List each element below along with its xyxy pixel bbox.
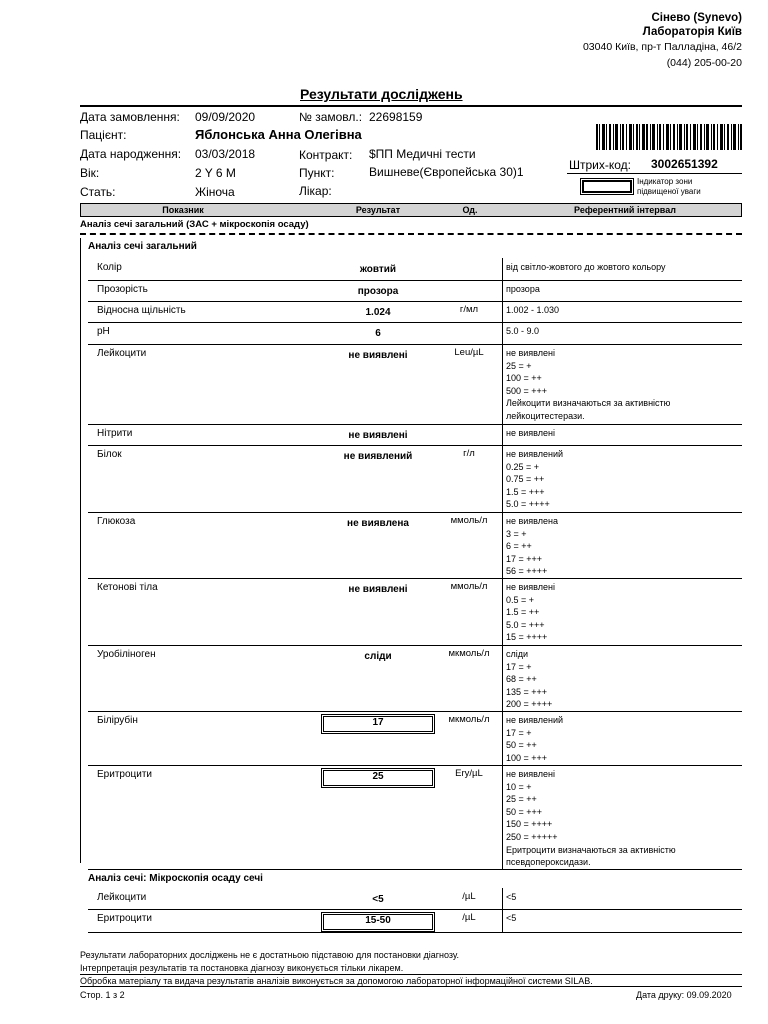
row-divider (88, 711, 742, 712)
sex: Жіноча (195, 185, 235, 199)
order-no: 22698159 (369, 110, 423, 124)
column-divider (502, 645, 503, 711)
unit: ммоль/л (450, 581, 488, 592)
indicator-name: Глюкоза (97, 516, 136, 527)
column-divider (502, 909, 503, 932)
row-divider (88, 932, 742, 933)
indicator-name: Кетонові тіла (97, 582, 158, 593)
reference-interval: не виявлена 3 = + 6 = ++ 17 = +++ 56 = ++++ (506, 516, 558, 577)
section-title-general: Аналіз сечі загальний (88, 241, 197, 252)
lab-address: 03040 Київ, пр-т Палладіна, 46/2 (582, 41, 742, 53)
indicator-name: Відносна щільність (97, 305, 186, 316)
result-value: 25 (372, 771, 384, 782)
print-date: Дата друку: 09.09.2020 (636, 990, 732, 1000)
row-divider (88, 645, 742, 646)
contract-label: Контракт: (299, 148, 353, 162)
indicator-name: pH (97, 326, 110, 337)
row-divider (88, 445, 742, 446)
patient-name: Яблонська Анна Олегівна (195, 127, 362, 142)
column-divider (502, 322, 503, 344)
lab-phone: (044) 205-00-20 (666, 57, 742, 69)
reference-interval: від світло-жовтого до жовтого кольору (506, 262, 666, 272)
col-indicator-header: Показник (162, 205, 204, 215)
footer-divider-2 (80, 986, 742, 987)
reference-interval: <5 (506, 913, 517, 923)
title-divider (80, 105, 742, 107)
reference-interval: не виявлені 25 = + 100 = ++ 500 = +++ Лейкоцити визначаються за активністю лейкоцитестерази. (506, 348, 671, 421)
col-result-header: Результат (355, 205, 401, 215)
column-divider (502, 301, 503, 322)
column-divider (502, 711, 503, 765)
column-divider (502, 280, 503, 301)
reference-interval: не виявлені 0.5 = + 1.5 = ++ 5.0 = +++ 15 = ++++ (506, 582, 555, 643)
result-value: <5 (372, 894, 384, 905)
age: 2 Y 6 M (195, 166, 236, 180)
disclaimer-line-3: Обробка матеріалу та видача результатів аналізів виконується за допомогою лабораторної інформаційної системи SILAB. (80, 976, 593, 986)
unit: мкмоль/л (448, 714, 490, 725)
result-value: не виявлені (348, 584, 408, 595)
column-divider (502, 765, 503, 869)
unit: ммоль/л (450, 515, 488, 526)
row-divider (88, 322, 742, 323)
patient-label: Пацієнт: (80, 128, 127, 142)
indicator-name: Лейкоцити (97, 348, 147, 359)
indicator-name: Білірубін (97, 715, 138, 726)
column-divider (502, 424, 503, 445)
page-number: Стор. 1 з 2 (80, 990, 125, 1000)
row-divider (88, 424, 742, 425)
reference-interval: не виявлені 10 = + 25 = ++ 50 = +++ 150 = ++++ 250 = +++++ Еритроцити визначаються за активністю псевдопероксидази. (506, 769, 676, 868)
reference-interval: не виявлені (506, 428, 555, 438)
indicator-name: Нітрити (97, 428, 133, 439)
col-unit-header: Од. (462, 205, 478, 215)
section-left-border (80, 238, 81, 863)
col-ref-header: Референтний інтервал (574, 205, 676, 215)
column-divider (502, 344, 503, 424)
result-value: не виявлені (348, 430, 408, 441)
contract: $ПП Медичні тести (369, 147, 476, 161)
lab-branch: Лабораторія Київ (642, 26, 742, 38)
group-title: Аналіз сечі загальний (ЗАС + мікроскопія осаду) (80, 219, 309, 230)
barcode-image (596, 124, 742, 150)
indicator-name: Лейкоцити (97, 892, 147, 903)
section-title-microscopy: Аналіз сечі: Мікроскопія осаду сечі (88, 873, 263, 884)
attention-indicator-box (582, 180, 632, 193)
unit: Leu/µL (454, 347, 484, 358)
barcode-divider (567, 173, 742, 174)
row-divider (88, 869, 742, 870)
result-value: сліди (364, 651, 392, 662)
lab-name: Сінево (Synevo) (651, 12, 742, 24)
page-title: Результати досліджень (300, 86, 463, 102)
order-date-label: Дата замовлення: (80, 110, 180, 124)
barcode-label: Штрих-код: (569, 158, 631, 172)
result-value: не виявлена (347, 518, 409, 529)
indicator-name: Еритроцити (97, 913, 152, 924)
attention-indicator-label: Індикатор зони підвищеної уваги (637, 177, 701, 196)
row-divider (88, 344, 742, 345)
doctor-label: Лікар: (299, 184, 332, 198)
indicator-name: Колір (97, 262, 122, 273)
reference-interval: 1.002 - 1.030 (506, 305, 560, 315)
column-divider (502, 512, 503, 578)
reference-interval: 5.0 - 9.0 (506, 326, 540, 336)
indicator-name: Еритроцити (97, 769, 152, 780)
indicator-name: Уробіліноген (97, 649, 156, 660)
unit: г/мл (459, 304, 479, 315)
unit: Ery/µL (455, 768, 483, 779)
unit: /µL (462, 891, 476, 902)
indicator-name: Білок (97, 449, 122, 460)
sex-label: Стать: (80, 185, 116, 199)
row-divider (88, 280, 742, 281)
row-divider (88, 578, 742, 579)
point: Вишневе(Європейська 30)1 (369, 165, 524, 179)
column-divider (502, 258, 503, 280)
result-value: прозора (357, 286, 399, 297)
disclaimer-line-1: Результати лабораторних досліджень не є достатньою підставою для постановки діагнозу. (80, 950, 459, 960)
result-value: жовтий (359, 264, 397, 275)
row-divider (88, 301, 742, 302)
order-no-label: № замовл.: (299, 110, 363, 124)
unit: /µL (462, 912, 476, 923)
row-divider (88, 512, 742, 513)
reference-interval: сліди 17 = + 68 = ++ 135 = +++ 200 = ++++ (506, 649, 553, 710)
point-label: Пункт: (299, 166, 335, 180)
reference-interval: не виявлений 17 = + 50 = ++ 100 = +++ (506, 715, 564, 763)
lab-header (583, 12, 742, 69)
reference-interval: <5 (506, 892, 517, 902)
row-divider (88, 909, 742, 910)
order-date: 09/09/2020 (195, 110, 256, 124)
column-divider (502, 445, 503, 512)
result-value: 6 (375, 328, 381, 339)
result-value: 17 (372, 717, 384, 728)
dob: 03/03/2018 (195, 147, 256, 161)
column-divider (502, 578, 503, 645)
result-value: 1.024 (365, 307, 391, 318)
result-value: не виявлений (343, 451, 413, 462)
footer-divider-1 (80, 974, 742, 975)
unit: г/л (463, 448, 475, 459)
reference-interval: прозора (506, 284, 540, 294)
row-divider (88, 765, 742, 766)
reference-interval: не виявлений 0.25 = + 0.75 = ++ 1.5 = +++ 5.0 = ++++ (506, 449, 564, 510)
column-divider (502, 888, 503, 909)
age-label: Вік: (80, 166, 100, 180)
disclaimer-line-2: Інтерпретація результатів та постановка діагнозу виконується тільки лікарем. (80, 963, 404, 973)
group-divider (80, 233, 742, 235)
result-value: не виявлені (348, 350, 408, 361)
unit: мкмоль/л (448, 648, 490, 659)
result-value: 15-50 (365, 915, 391, 926)
results-table-header (80, 203, 742, 217)
dob-label: Дата народження: (80, 147, 182, 161)
indicator-name: Прозорість (97, 284, 148, 295)
barcode-number: 3002651392 (651, 157, 718, 171)
